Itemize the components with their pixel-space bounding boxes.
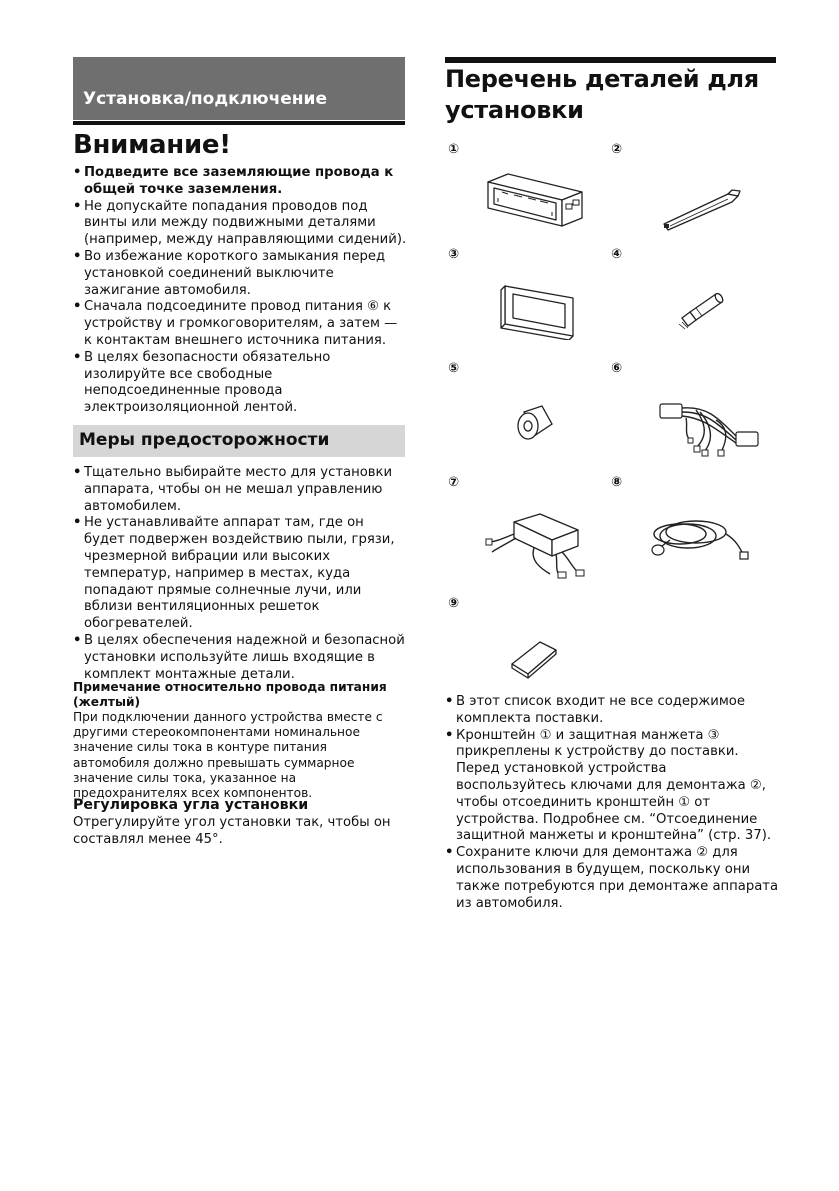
- part-label-5: ⑤: [448, 361, 460, 376]
- part-label-8: ⑧: [611, 475, 623, 490]
- remote-control-box-icon: [484, 512, 588, 580]
- protection-collar-icon: [497, 282, 581, 340]
- attention-list: [73, 165, 408, 417]
- section-underline: [73, 121, 405, 125]
- part-label-1: ①: [448, 142, 460, 157]
- power-note-title: Примечание относительно провода питания (желтый): [73, 680, 387, 709]
- part-label-7: ⑦: [448, 475, 460, 490]
- list-item: • Тщательно выбирайте место для установки аппарата, чтобы он не мешал управлению автомобилем.: [73, 465, 408, 515]
- card-icon: [510, 636, 560, 682]
- part-label-9: ⑨: [448, 596, 460, 611]
- list-item: • Подведите все заземляющие провода к общей точке заземления.: [73, 165, 408, 199]
- power-note-body: При подключении данного устройства вместе с другими стереокомпонентами номинальное значение силы тока в контуре питания автомобиля должно превышать суммарное значение силы тока, указанное на предохранителях всех компонентов.: [73, 710, 383, 801]
- title-rule: [445, 57, 776, 63]
- list-item: • Во избежание короткого замыкания перед установкой соединений выключите зажигание автомобиля.: [73, 249, 408, 299]
- part-label-3: ③: [448, 247, 460, 262]
- parts-notes-list: [445, 694, 780, 912]
- part-label-4: ④: [611, 247, 623, 262]
- list-item: • Не допускайте попадания проводов под винты или между подвижными деталями (например, между направляющими сидений).: [73, 199, 408, 249]
- attention-title: Внимание!: [73, 130, 231, 160]
- power-cord-icon: [656, 396, 762, 460]
- precautions-list: [73, 465, 408, 683]
- list-item: • Сначала подсоедините провод питания ⑥ к устройству и громкоговорителям, а затем — к контактам внешнего источника питания.: [73, 299, 408, 349]
- angle-body: Отрегулируйте угол установки так, чтобы он составлял менее 45°.: [73, 815, 391, 847]
- list-item: • Кронштейн ① и защитная манжета ③ прикреплены к устройству до поставки. Перед установкой устройства воспользуйтесь ключами для демонтажа ②, чтобы отсоединить кронштейн ① от устройства. Подробнее см. “Отсоединение защитной манжеты и кронштейна” (стр. 37).: [445, 728, 780, 846]
- section-header: Установка/подключение: [83, 89, 327, 109]
- rubber-cap-icon: [514, 402, 556, 442]
- parts-title: Перечень деталей для установки: [445, 65, 759, 124]
- part-label-2: ②: [611, 142, 623, 157]
- screw-bolt-icon: [676, 288, 726, 330]
- list-item: • В целях безопасности обязательно изолируйте все свободные неподсоединенные провода электроизоляционной лентой.: [73, 350, 408, 417]
- precautions-title: Меры предосторожности: [79, 430, 330, 450]
- list-item: • В этот список входит не все содержимое комплекта поставки.: [445, 694, 780, 728]
- precautions-band: [73, 425, 405, 457]
- part-label-6: ⑥: [611, 361, 623, 376]
- section-header-band: [73, 57, 405, 120]
- list-item: • Не устанавливайте аппарат там, где он будет подвержен воздействию пыли, грязи, чрезмерной вибрации или высоких температур, например в местах, куда попадают прямые солнечные лучи, или вблизи вентиляционных решеток обогревателей.: [73, 515, 408, 633]
- release-key-icon: [658, 188, 742, 232]
- angle-title: Регулировка угла установки: [73, 797, 309, 813]
- microphone-icon: [640, 512, 752, 562]
- list-item: • В целях обеспечения надежной и безопасной установки используйте лишь входящие в комплект монтажные детали.: [73, 633, 408, 683]
- list-item: • Сохраните ключи для демонтажа ② для использования в будущем, поскольку они также потребуются при демонтаже аппарата из автомобиля.: [445, 845, 780, 912]
- bracket-icon: [478, 170, 588, 232]
